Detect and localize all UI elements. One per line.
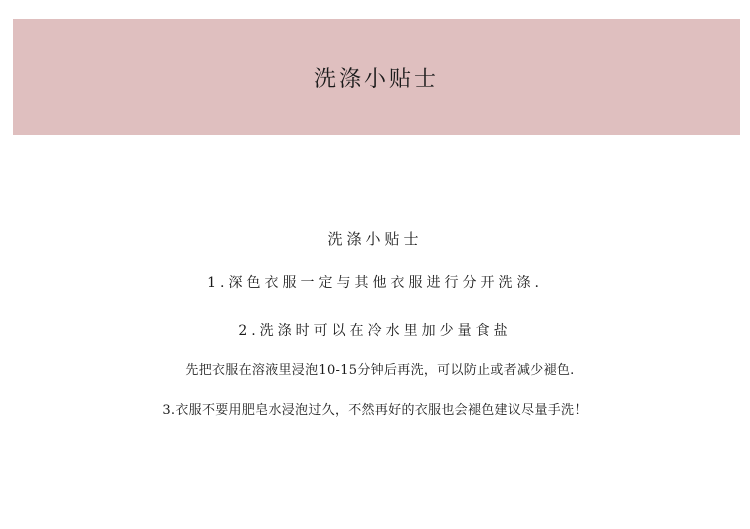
section-subtitle: 洗涤小贴士 — [327, 230, 423, 248]
tip-2-detail: 先把衣服在溶液里浸泡10-15分钟后再洗，可以防止或者减少褪色. — [185, 363, 575, 378]
tip-3: 3.衣服不要用肥皂水浸泡过久，不然再好的衣服也会褪色建议尽量手洗！ — [162, 403, 588, 418]
tip-2: 2.洗涤时可以在冷水里加少量食盐 — [238, 323, 512, 339]
banner-title: 洗涤小贴士 — [313, 66, 439, 92]
tip-1: 1.深色衣服一定与其他衣服进行分开洗涤. — [207, 275, 543, 291]
header-banner — [13, 19, 740, 135]
